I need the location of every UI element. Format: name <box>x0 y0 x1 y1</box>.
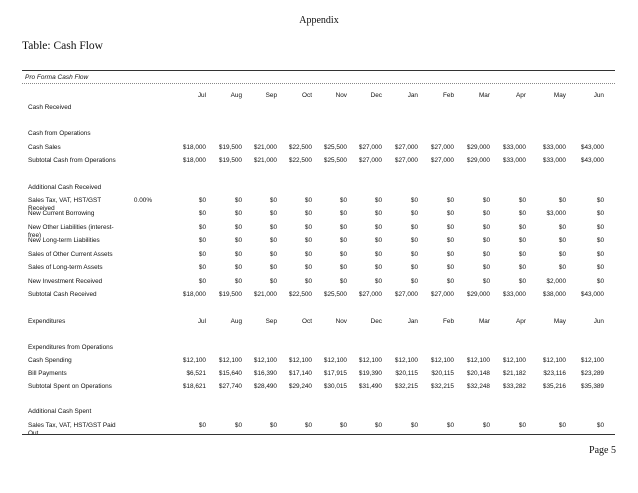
value-cell: $0 <box>482 422 490 429</box>
row-label: Subtotal Cash Received <box>28 291 97 298</box>
value-cell: $12,100 <box>502 357 526 364</box>
value-cell: $0 <box>234 197 242 204</box>
value-cell: $0 <box>304 237 312 244</box>
month-header: Jan <box>407 92 418 99</box>
table-row <box>0 344 638 356</box>
value-cell: $0 <box>234 210 242 217</box>
value-cell: $16,390 <box>253 370 277 377</box>
value-cell: $27,740 <box>218 383 242 390</box>
value-cell: $2,000 <box>546 278 566 285</box>
appendix-heading: Appendix <box>299 15 339 26</box>
value-cell: $0 <box>410 251 418 258</box>
value-cell: $20,115 <box>431 370 454 377</box>
value-cell: $0 <box>374 264 382 271</box>
value-cell: $0 <box>339 237 347 244</box>
value-cell: $25,500 <box>323 144 347 151</box>
value-cell: $0 <box>269 422 277 429</box>
value-cell: $17,140 <box>288 370 312 377</box>
value-cell: $23,116 <box>543 370 566 377</box>
value-cell: $0 <box>518 251 526 258</box>
value-cell: $12,100 <box>253 357 277 364</box>
value-cell: $29,000 <box>466 144 490 151</box>
value-cell: $0 <box>596 197 604 204</box>
value-cell: $27,000 <box>358 144 382 151</box>
month-header: Feb <box>442 318 454 325</box>
value-cell: $0 <box>269 278 277 285</box>
value-cell: $0 <box>374 197 382 204</box>
value-cell: $12,100 <box>542 357 566 364</box>
month-header: Aug <box>230 318 242 325</box>
table-row <box>0 357 638 369</box>
month-header: May <box>553 92 566 99</box>
value-cell: $33,000 <box>502 291 526 298</box>
value-cell: $0 <box>410 210 418 217</box>
row-label: New Long-term Liabilities <box>28 237 100 244</box>
value-cell: $29,240 <box>288 383 312 390</box>
table-row <box>0 171 638 183</box>
value-cell: $0 <box>482 237 490 244</box>
value-cell: $35,389 <box>580 383 604 390</box>
row-label: Cash Spending <box>28 357 72 364</box>
value-cell: $33,000 <box>542 144 566 151</box>
table-row <box>0 130 638 142</box>
value-cell: $12,100 <box>394 357 418 364</box>
value-cell: $0 <box>304 197 312 204</box>
value-cell: $33,000 <box>542 157 566 164</box>
value-cell: $43,000 <box>580 157 604 164</box>
value-cell: $0 <box>446 422 454 429</box>
value-cell: $21,000 <box>253 144 277 151</box>
value-cell: $33,000 <box>502 144 526 151</box>
value-cell: $0 <box>518 197 526 204</box>
month-header: Sep <box>265 318 277 325</box>
row-label: Cash Sales <box>28 144 61 151</box>
value-cell: $12,100 <box>323 357 347 364</box>
value-cell: $0 <box>374 237 382 244</box>
value-cell: $0 <box>304 264 312 271</box>
value-cell: $18,000 <box>182 144 206 151</box>
month-header: Apr <box>516 318 526 325</box>
table-row <box>0 383 638 395</box>
value-cell: $17,915 <box>323 370 347 377</box>
value-cell: $0 <box>518 422 526 429</box>
value-cell: $0 <box>234 264 242 271</box>
value-cell: $0 <box>596 422 604 429</box>
value-cell: $31,490 <box>358 383 382 390</box>
row-label: Additional Cash Spent <box>28 408 92 415</box>
value-cell: $3,000 <box>546 210 566 217</box>
table-row <box>0 144 638 156</box>
value-cell: $12,100 <box>466 357 490 364</box>
value-cell: $0 <box>304 251 312 258</box>
value-cell: $0 <box>269 264 277 271</box>
month-header: Mar <box>478 92 490 99</box>
value-cell: $0 <box>446 278 454 285</box>
table-row <box>0 104 638 116</box>
value-cell: $0 <box>374 210 382 217</box>
table-row <box>0 251 638 263</box>
table-row <box>0 331 638 343</box>
row-label: New Current Borrowing <box>28 210 95 217</box>
value-cell: $0 <box>446 251 454 258</box>
table-row <box>0 118 638 130</box>
row-label: Sales of Long-term Assets <box>28 264 103 271</box>
value-cell: $0 <box>234 422 242 429</box>
value-cell: $0 <box>304 278 312 285</box>
row-label: Sales of Other Current Assets <box>28 251 113 258</box>
value-cell: $0 <box>558 197 566 204</box>
row-label: Expenditures from Operations <box>28 344 113 351</box>
value-cell: $0 <box>596 237 604 244</box>
value-cell: $0 <box>518 224 526 231</box>
value-cell: $12,100 <box>430 357 454 364</box>
value-cell: $0 <box>518 264 526 271</box>
value-cell: $27,000 <box>394 157 418 164</box>
value-cell: $21,000 <box>253 291 277 298</box>
month-header: Oct <box>302 318 312 325</box>
table-row <box>0 197 638 212</box>
month-header: Jan <box>407 318 418 325</box>
value-cell: $0 <box>234 278 242 285</box>
value-cell: $27,000 <box>394 291 418 298</box>
month-header: Jun <box>593 92 604 99</box>
value-cell: $32,215 <box>430 383 454 390</box>
value-cell: $0 <box>374 278 382 285</box>
page-number: Page 5 <box>589 445 616 456</box>
value-cell: $0 <box>482 251 490 258</box>
table-row <box>0 291 638 303</box>
value-cell: $6,521 <box>186 370 206 377</box>
value-cell: $23,289 <box>580 370 604 377</box>
value-cell: $0 <box>558 422 566 429</box>
value-cell: $0 <box>558 251 566 258</box>
value-cell: $15,640 <box>218 370 242 377</box>
table-row <box>0 396 638 408</box>
value-cell: $0 <box>446 237 454 244</box>
value-cell: $43,000 <box>580 144 604 151</box>
value-cell: $29,000 <box>466 291 490 298</box>
value-cell: $0 <box>339 422 347 429</box>
value-cell: $28,490 <box>253 383 277 390</box>
value-cell: $0 <box>410 278 418 285</box>
value-cell: $22,500 <box>288 157 312 164</box>
value-cell: $0 <box>446 224 454 231</box>
value-cell: $43,000 <box>580 291 604 298</box>
value-cell: $0 <box>446 197 454 204</box>
month-header: Sep <box>265 92 277 99</box>
row-label: Cash from Operations <box>28 130 91 137</box>
row-label: Cash Received <box>28 104 72 111</box>
value-cell: $33,282 <box>502 383 526 390</box>
table-row <box>0 370 638 382</box>
value-cell: $0 <box>410 422 418 429</box>
value-cell: $0 <box>596 224 604 231</box>
table-row <box>0 237 638 249</box>
value-cell: $0 <box>410 237 418 244</box>
month-header: Feb <box>442 92 454 99</box>
value-cell: $21,000 <box>253 157 277 164</box>
table-row <box>0 422 638 437</box>
value-cell: $25,500 <box>323 291 347 298</box>
value-cell: $0 <box>198 278 206 285</box>
value-cell: $0 <box>198 237 206 244</box>
value-cell: $27,000 <box>358 291 382 298</box>
value-cell: $0 <box>234 224 242 231</box>
row-label: New Investment Received <box>28 278 103 285</box>
value-cell: $0 <box>269 197 277 204</box>
month-header: Apr <box>516 92 526 99</box>
value-cell: $19,390 <box>358 370 382 377</box>
table-row <box>0 210 638 222</box>
value-cell: $18,000 <box>182 291 206 298</box>
value-cell: $18,000 <box>182 157 206 164</box>
value-cell: $0 <box>596 278 604 285</box>
value-cell: $0 <box>198 210 206 217</box>
value-cell: $0 <box>446 264 454 271</box>
value-cell: $12,100 <box>580 357 604 364</box>
value-cell: $0 <box>304 210 312 217</box>
table-row <box>0 157 638 169</box>
value-cell: $0 <box>518 237 526 244</box>
value-cell: $0 <box>339 251 347 258</box>
month-header: Mar <box>478 318 490 325</box>
value-cell: $0 <box>518 210 526 217</box>
month-header: Jul <box>197 318 206 325</box>
value-cell: $0 <box>269 251 277 258</box>
value-cell: $0 <box>339 210 347 217</box>
row-label: Sales Tax, VAT, HST/GST Paid Out <box>28 422 116 437</box>
value-cell: $32,248 <box>466 383 490 390</box>
value-cell: $0 <box>482 264 490 271</box>
tax-rate: 0.00% <box>133 197 152 204</box>
value-cell: $0 <box>339 278 347 285</box>
value-cell: $27,000 <box>394 144 418 151</box>
value-cell: $0 <box>234 237 242 244</box>
value-cell: $19,500 <box>218 144 242 151</box>
value-cell: $0 <box>482 210 490 217</box>
table-row <box>0 224 638 239</box>
table-title: Table: Cash Flow <box>22 40 103 52</box>
value-cell: $22,500 <box>288 144 312 151</box>
value-cell: $0 <box>269 224 277 231</box>
value-cell: $0 <box>596 210 604 217</box>
value-cell: $0 <box>482 278 490 285</box>
value-cell: $0 <box>596 264 604 271</box>
month-header: Oct <box>302 92 312 99</box>
value-cell: $0 <box>446 210 454 217</box>
row-label: Subtotal Cash from Operations <box>28 157 116 164</box>
value-cell: $0 <box>234 251 242 258</box>
value-cell: $0 <box>198 422 206 429</box>
value-cell: $0 <box>482 224 490 231</box>
value-cell: $21,182 <box>502 370 526 377</box>
value-cell: $27,000 <box>358 157 382 164</box>
table-row <box>0 304 638 316</box>
value-cell: $30,015 <box>323 383 347 390</box>
value-cell: $38,000 <box>542 291 566 298</box>
value-cell: $0 <box>198 224 206 231</box>
value-cell: $27,000 <box>430 291 454 298</box>
value-cell: $0 <box>269 210 277 217</box>
table-row <box>0 278 638 290</box>
row-label: Additional Cash Received <box>28 184 102 191</box>
value-cell: $18,621 <box>182 383 206 390</box>
value-cell: $0 <box>558 237 566 244</box>
table-row <box>0 408 638 420</box>
month-header: Dec <box>370 318 382 325</box>
row-label: Bill Payments <box>28 370 67 377</box>
value-cell: $12,100 <box>288 357 312 364</box>
month-header: Nov <box>335 318 347 325</box>
month-header: May <box>553 318 566 325</box>
value-cell: $27,000 <box>430 144 454 151</box>
value-cell: $0 <box>482 197 490 204</box>
value-cell: $0 <box>558 264 566 271</box>
value-cell: $0 <box>198 251 206 258</box>
value-cell: $22,500 <box>288 291 312 298</box>
value-cell: $0 <box>410 224 418 231</box>
month-header: Aug <box>230 92 242 99</box>
value-cell: $0 <box>374 224 382 231</box>
value-cell: $27,000 <box>430 157 454 164</box>
row-label: New Other Liabilities (interest-free) <box>28 224 114 239</box>
value-cell: $0 <box>558 224 566 231</box>
value-cell: $35,216 <box>542 383 566 390</box>
value-cell: $19,500 <box>218 291 242 298</box>
table-caption: Pro Forma Cash Flow <box>25 74 89 81</box>
value-cell: $0 <box>304 224 312 231</box>
value-cell: $0 <box>410 197 418 204</box>
table-row <box>0 92 638 104</box>
value-cell: $0 <box>374 251 382 258</box>
value-cell: $0 <box>339 197 347 204</box>
value-cell: $19,500 <box>218 157 242 164</box>
value-cell: $0 <box>596 251 604 258</box>
value-cell: $0 <box>339 224 347 231</box>
value-cell: $33,000 <box>502 157 526 164</box>
bottom-rule <box>22 434 615 435</box>
value-cell: $0 <box>339 264 347 271</box>
value-cell: $0 <box>198 197 206 204</box>
value-cell: $25,500 <box>323 157 347 164</box>
value-cell: $0 <box>518 278 526 285</box>
value-cell: $20,148 <box>466 370 490 377</box>
value-cell: $29,000 <box>466 157 490 164</box>
row-label: Expenditures <box>28 318 66 325</box>
month-header: Jul <box>197 92 206 99</box>
row-label: Subtotal Spent on Operations <box>28 383 112 390</box>
table-row <box>0 318 638 330</box>
month-header: Dec <box>370 92 382 99</box>
month-header: Nov <box>335 92 347 99</box>
value-cell: $20,115 <box>395 370 418 377</box>
value-cell: $0 <box>304 422 312 429</box>
value-cell: $0 <box>198 264 206 271</box>
value-cell: $12,100 <box>358 357 382 364</box>
month-header: Jun <box>593 318 604 325</box>
value-cell: $12,100 <box>218 357 242 364</box>
table-row <box>0 184 638 196</box>
value-cell: $0 <box>374 422 382 429</box>
table-row <box>0 264 638 276</box>
row-label: Sales Tax, VAT, HST/GST Received <box>28 197 102 212</box>
value-cell: $12,100 <box>182 357 206 364</box>
value-cell: $0 <box>410 264 418 271</box>
value-cell: $0 <box>269 237 277 244</box>
value-cell: $32,215 <box>394 383 418 390</box>
